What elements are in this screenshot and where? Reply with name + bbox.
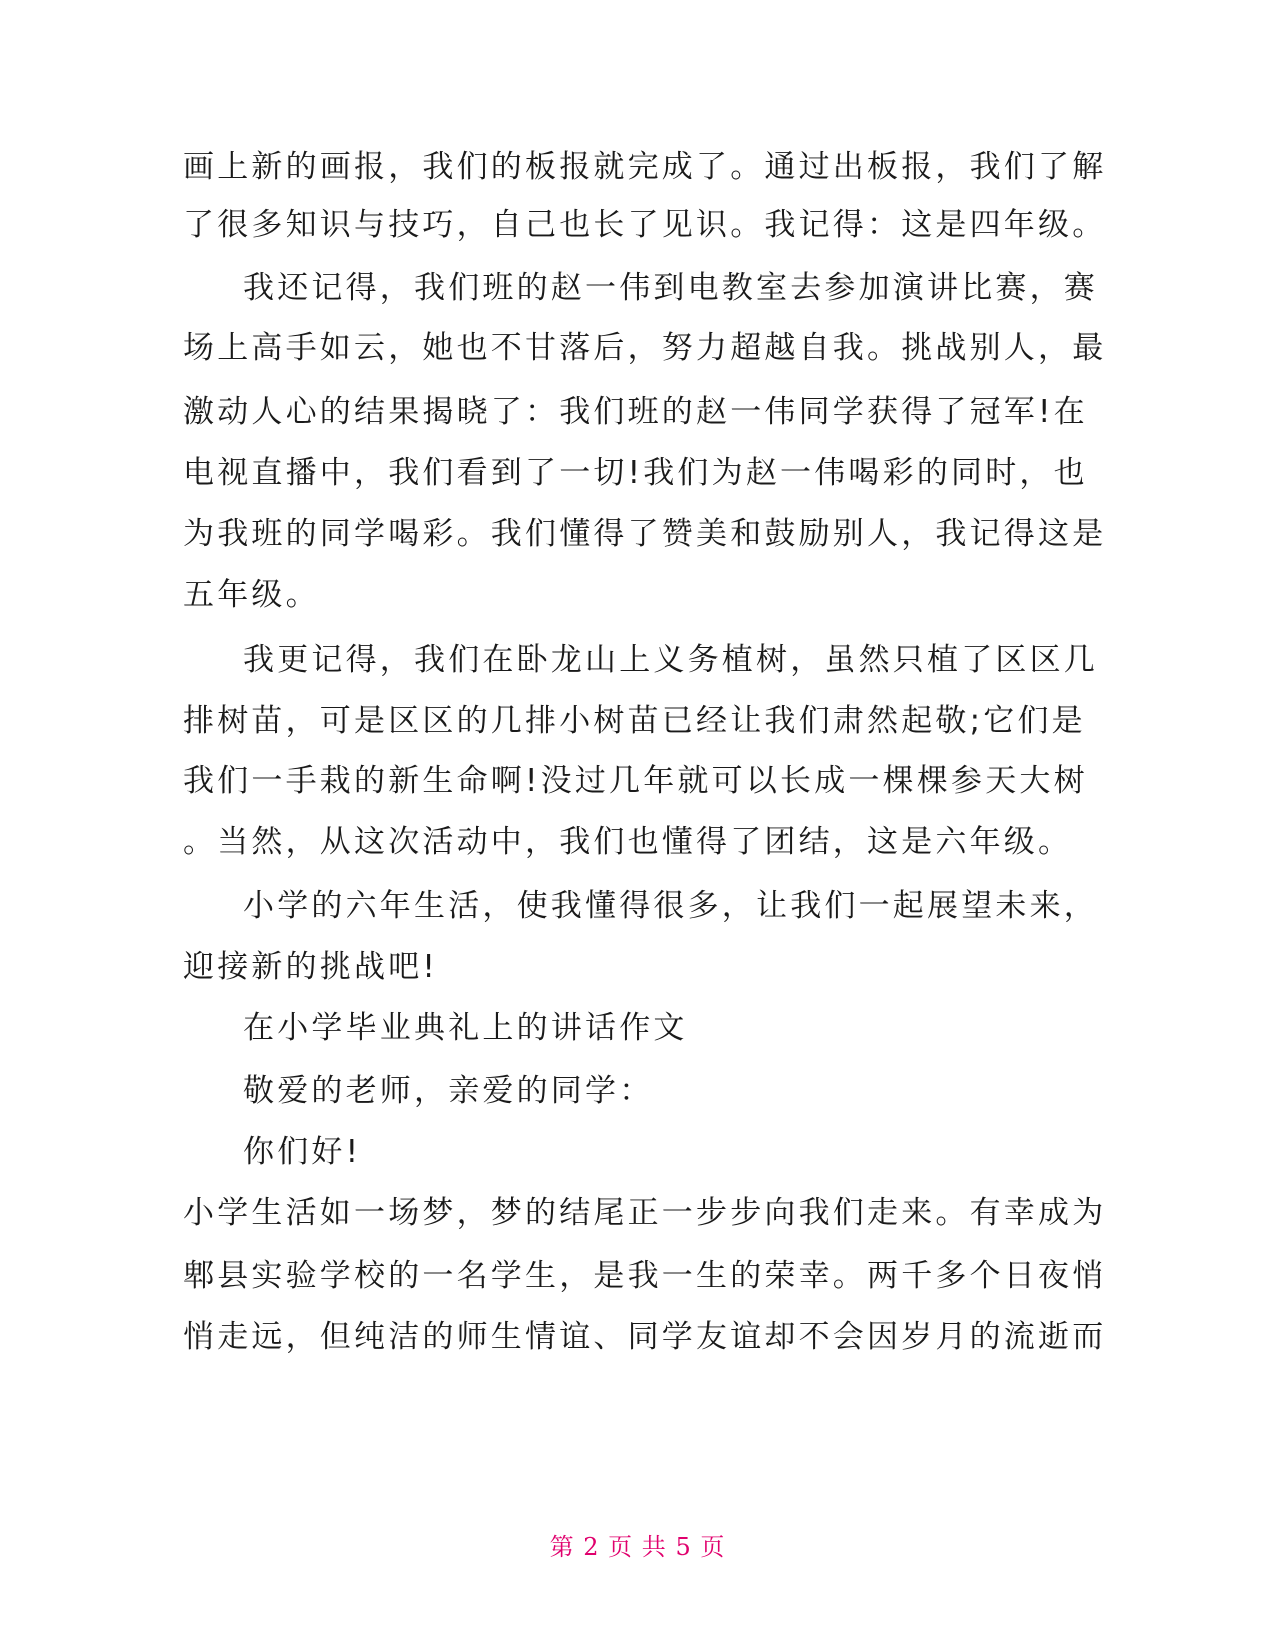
paragraph-start-line: 小学的六年生活，使我懂得很多，让我们一起展望未来， — [243, 888, 1098, 924]
text-line: 小学生活如一场梦，梦的结尾正一步步向我们走来。有幸成为 — [183, 1195, 1107, 1231]
text-line: 排树苗，可是区区的几排小树苗已经让我们肃然起敬;它们是 — [183, 703, 1086, 739]
text-line: 电视直播中，我们看到了一切!我们为赵一伟喝彩的同时，也 — [183, 455, 1088, 491]
page-number-footer — [0, 1532, 1275, 1562]
text-line: 画上新的画报，我们的板报就完成了。通过出板报，我们了解 — [183, 149, 1107, 185]
text-line: 了很多知识与技巧，自己也长了见识。我记得：这是四年级。 — [183, 207, 1107, 243]
text-line: 激动人心的结果揭晓了：我们班的赵一伟同学获得了冠军!在 — [183, 394, 1088, 430]
text-line: 我们一手栽的新生命啊!没过几年就可以长成一棵棵参天大树 — [183, 763, 1088, 799]
paragraph-start-line: 我更记得，我们在卧龙山上义务植树，虽然只植了区区几 — [243, 642, 1098, 678]
essay-title: 在小学毕业典礼上的讲话作文 — [243, 1010, 688, 1046]
text-line: 。当然，从这次活动中，我们也懂得了团结，这是六年级。 — [183, 824, 1073, 860]
salutation: 敬爱的老师，亲爱的同学： — [243, 1073, 654, 1109]
text-line: 五年级。 — [183, 577, 320, 613]
paragraph-start-line: 我还记得，我们班的赵一伟到电教室去参加演讲比赛，赛 — [243, 270, 1098, 306]
text-line: 悄走远，但纯洁的师生情谊、同学友谊却不会因岁月的流逝而 — [183, 1319, 1107, 1355]
text-line: 郫县实验学校的一名学生，是我一生的荣幸。两千多个日夜悄 — [183, 1258, 1107, 1294]
text-line: 场上高手如云，她也不甘落后，努力超越自我。挑战别人，最 — [183, 330, 1107, 366]
greeting: 你们好! — [243, 1134, 362, 1170]
text-line: 为我班的同学喝彩。我们懂得了赞美和鼓励别人，我记得这是 — [183, 516, 1107, 552]
text-line: 迎接新的挑战吧! — [183, 949, 439, 985]
page-number-label: 第 2 页 共 5 页 — [549, 1533, 726, 1561]
